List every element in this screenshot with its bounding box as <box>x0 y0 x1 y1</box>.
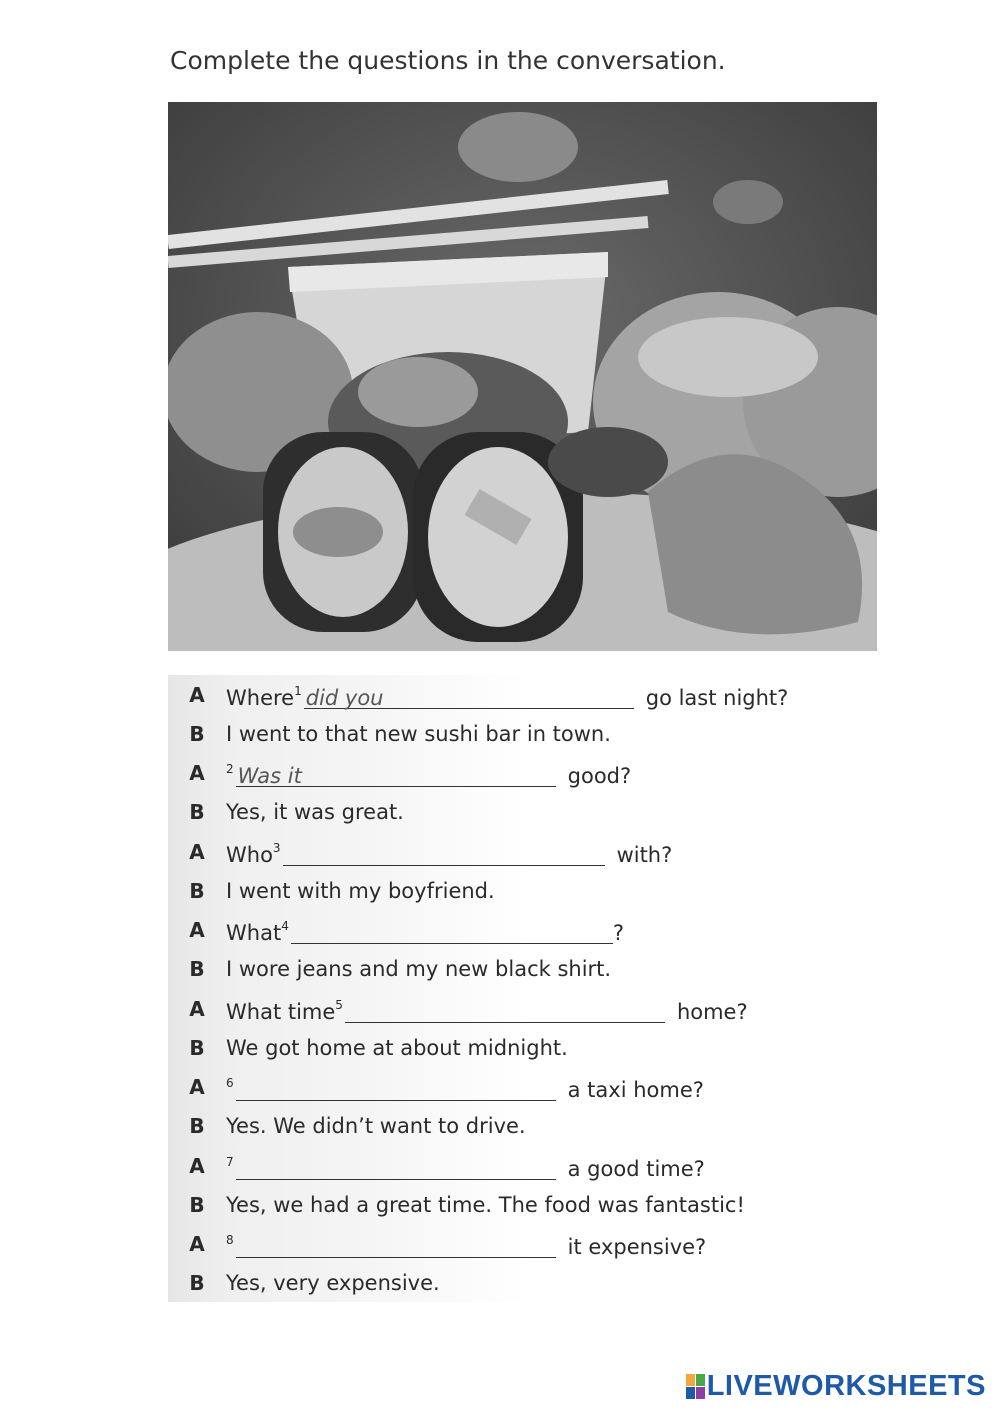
conversation-line <box>168 1106 526 1145</box>
line-text: Yes, very expensive. <box>226 1270 440 1295</box>
conversation-line <box>168 871 495 910</box>
question-number: 4 <box>281 918 289 933</box>
speaker-label: B <box>189 1270 205 1295</box>
liveworksheets-logo[interactable] <box>686 1370 986 1403</box>
line-text: What time <box>226 999 336 1024</box>
answer-blank-2[interactable] <box>236 762 556 787</box>
conversation-line <box>168 714 611 753</box>
line-text: I wore jeans and my new black shirt. <box>226 956 612 981</box>
speaker-label: A <box>189 996 205 1021</box>
instruction-heading: Complete the questions in the conversation. <box>170 46 726 75</box>
line-text: good? <box>567 763 632 788</box>
speaker-label: A <box>189 917 205 942</box>
sushi-photo <box>168 102 877 651</box>
line-text: What <box>226 920 282 945</box>
line-text: Yes, we had a great time. The food was fantastic! <box>226 1192 745 1217</box>
question-number: 1 <box>294 683 302 698</box>
speaker-label: B <box>189 721 205 746</box>
answer-blank-8[interactable] <box>236 1233 556 1258</box>
speaker-label: B <box>189 1192 205 1217</box>
question-number: 5 <box>335 997 343 1012</box>
logo-text: LIVEWORKSHEETS <box>706 1370 986 1402</box>
liveworksheets-logo-icon <box>686 1374 705 1399</box>
line-text: I went with my boyfriend. <box>226 878 495 903</box>
line-text: with? <box>616 842 673 867</box>
conversation-line <box>168 1028 568 1067</box>
speaker-label: B <box>189 878 205 903</box>
line-text: home? <box>676 999 748 1024</box>
conversation-line <box>168 1224 706 1263</box>
answer-blank-1[interactable] <box>304 684 634 709</box>
line-text: Where <box>226 685 295 710</box>
conversation-line <box>168 792 404 831</box>
answer-text: Was it <box>237 763 302 788</box>
line-text: We got home at about midnight. <box>226 1035 568 1060</box>
conversation-line <box>168 1263 440 1302</box>
speaker-label: A <box>189 760 205 785</box>
conversation-line <box>168 675 788 714</box>
conversation-line <box>168 1146 705 1185</box>
line-text: ? <box>612 920 624 945</box>
speaker-label: A <box>189 1231 205 1256</box>
speaker-label: A <box>189 1153 205 1178</box>
conversation-line <box>168 832 672 871</box>
speaker-label: B <box>189 1113 205 1138</box>
conversation-line <box>168 910 624 949</box>
question-number: 8 <box>226 1232 234 1247</box>
conversation-line <box>168 1067 704 1106</box>
speaker-label: B <box>189 1035 205 1060</box>
line-text: I went to that new sushi bar in town. <box>226 721 611 746</box>
speaker-label: A <box>189 682 205 707</box>
question-number: 3 <box>272 840 281 855</box>
speaker-label: A <box>189 1074 205 1099</box>
line-text: Yes. We didn’t want to drive. <box>226 1113 526 1138</box>
question-number: 2 <box>226 761 234 776</box>
answer-text: did you <box>305 685 384 710</box>
conversation <box>168 675 877 1302</box>
question-number: 7 <box>226 1154 234 1169</box>
sushi-image <box>168 102 877 651</box>
line-text: a good time? <box>567 1156 705 1181</box>
line-text: go last night? <box>645 685 789 710</box>
line-text: Yes, it was great. <box>226 799 404 824</box>
speaker-label: B <box>189 799 205 824</box>
question-number: 6 <box>226 1075 234 1090</box>
line-text: Who <box>226 842 273 867</box>
answer-blank-6[interactable] <box>236 1076 556 1101</box>
answer-blank-5[interactable] <box>345 998 665 1023</box>
answer-blank-7[interactable] <box>236 1155 556 1180</box>
answer-blank-3[interactable] <box>283 841 605 866</box>
conversation-line <box>168 1185 745 1224</box>
speaker-label: A <box>189 839 205 864</box>
conversation-line <box>168 989 748 1028</box>
line-text: it expensive? <box>567 1234 707 1259</box>
conversation-line <box>168 949 611 988</box>
speaker-label: B <box>189 956 205 981</box>
line-text: a taxi home? <box>567 1077 704 1102</box>
answer-blank-4[interactable] <box>291 919 613 944</box>
conversation-line <box>168 753 631 792</box>
